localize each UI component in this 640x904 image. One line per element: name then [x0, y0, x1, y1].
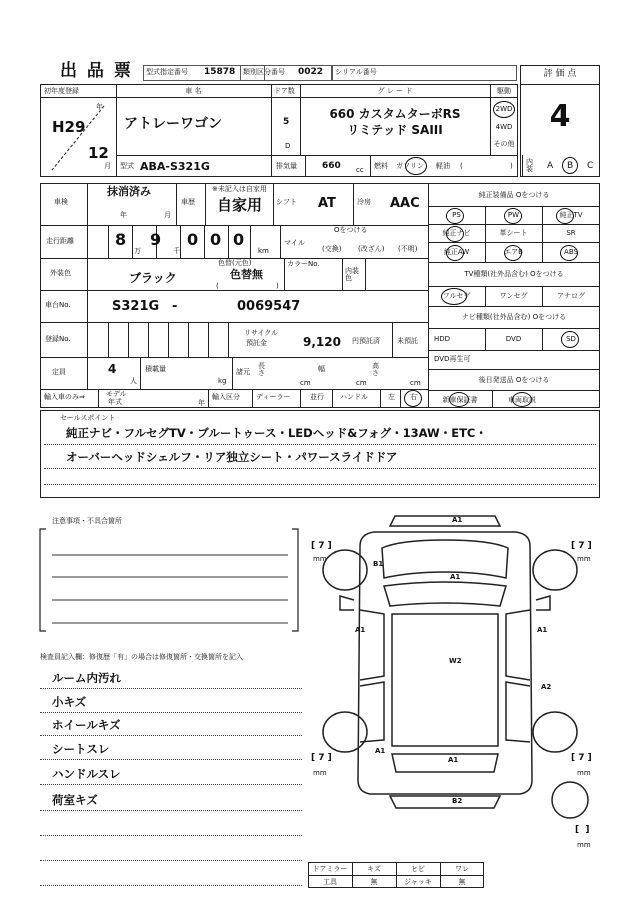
tread-rl: [ 7 ] — [311, 753, 332, 763]
paren-close: ) — [276, 282, 279, 290]
equip-abs-circle — [560, 245, 578, 261]
legend-cell: ドアミラー — [312, 865, 348, 873]
doors-label: ドア数 — [274, 87, 295, 95]
ac-value: AAC — [390, 196, 420, 211]
paren-open: ( — [216, 282, 219, 290]
code-right-front: A1 — [537, 626, 548, 634]
type-label: 型式 — [120, 162, 134, 170]
interior-label: 内装 — [526, 158, 533, 173]
fuel-gas: ガソリン — [396, 162, 424, 170]
equip-aw-circle — [446, 245, 464, 261]
score-value: 4 — [549, 99, 571, 134]
notes-label: 注意事項・不具合箇所 — [52, 517, 122, 525]
note-item: 荷室キズ — [52, 793, 98, 807]
dims-label: 諸元 — [236, 368, 250, 376]
code-rear-roof: A1 — [448, 756, 459, 764]
inspection-month: 月 — [164, 211, 171, 219]
dvd-playback: DVD再生可 — [434, 355, 471, 363]
later-warranty-circle — [449, 392, 469, 407]
legend-cell: キズ — [367, 865, 381, 873]
equip-airbag-circle — [504, 245, 522, 261]
cm-unit: cm — [300, 379, 311, 387]
drive-4wd: 4WD — [495, 123, 513, 131]
note-item: シートスレ — [52, 742, 110, 756]
navi-hdd: HDD — [434, 335, 451, 343]
class-code-label: 類別区分番号 — [243, 68, 285, 76]
exterior-color: ブラック — [129, 271, 177, 285]
int-b: B — [567, 161, 574, 171]
tread-fr-unit: mm — [577, 555, 591, 563]
selling-line2: オーバーヘッドシェルフ・リア独立シート・パワースライドドア — [66, 450, 398, 464]
width-label: 幅 — [318, 365, 325, 373]
grade-line2: リミテッド SAIII — [347, 123, 443, 137]
displacement: 660 — [322, 161, 341, 171]
tv-oneseg: ワンセグ — [499, 292, 528, 300]
model-code-label: 型式指定番号 — [146, 68, 188, 76]
navi-dvd: DVD — [505, 335, 522, 343]
month-suffix: 月 — [104, 162, 111, 170]
handle-label: ハンドル — [340, 393, 368, 401]
dealer-label: ディーラー — [256, 393, 291, 401]
mile-label: マイル — [284, 239, 305, 247]
cm-unit: cm — [410, 379, 421, 387]
handle-right: 右 — [410, 393, 417, 401]
recycle-label1: リサイクル — [244, 329, 279, 337]
reg-month: 12 — [88, 144, 109, 162]
inspection-label: 車検 — [54, 198, 68, 206]
code-front: A1 — [452, 516, 463, 524]
code-center: W2 — [449, 657, 462, 665]
legend-cell: 無 — [370, 878, 378, 886]
code-right-rear: A2 — [541, 683, 552, 691]
mileage-digit: 0 — [210, 230, 222, 249]
odo-exchange: (交換) — [322, 245, 342, 253]
navi-sd: SD — [566, 335, 576, 343]
inspector-label: 検査員記入欄：修復歴「有」の場合は修復箇所・交換箇所を記入 — [40, 653, 243, 661]
note-item: 小キズ — [52, 695, 87, 709]
tv-header: TV種類(社外品含む) Oをつける — [464, 270, 564, 278]
tread-rr: [ 7 ] — [571, 753, 592, 763]
model-year-suffix: 年 — [198, 399, 205, 407]
navi-sd-circle — [561, 331, 579, 348]
grade-label: グ レ ー ド — [377, 87, 413, 95]
drive-2wd: 2WD — [495, 105, 513, 113]
model-code-value: 15878 — [204, 67, 236, 77]
import-class-label: 輸入区分 — [212, 393, 240, 401]
reg-no-label: 登録No. — [45, 335, 71, 343]
car-diagram — [300, 510, 610, 820]
later-header: 後日発送品 Oをつける — [478, 376, 550, 384]
chassis-dash: - — [172, 299, 178, 314]
mileage-digit: 0 — [233, 230, 245, 249]
displacement-label: 排気量 — [276, 162, 297, 170]
parallel-label: 並行 — [310, 393, 324, 401]
grade-line1: 660 カスタムターボRS — [329, 107, 461, 121]
mileage-digit: 0 — [187, 230, 199, 249]
legend-cell: 無 — [458, 878, 466, 886]
equip-ps-circle — [446, 208, 464, 224]
mileage-digit: 9 — [150, 230, 162, 249]
legend-cell: ヒビ — [411, 865, 425, 873]
recycle-paid: 円預託済 — [352, 337, 380, 345]
int-b-circle — [562, 157, 578, 174]
equip-airbag: エアB — [504, 248, 523, 256]
height-label: 高さ — [372, 362, 379, 377]
drive-label: 駆動 — [497, 87, 511, 95]
tread-fl: [ 7 ] — [311, 541, 332, 551]
year-slash — [46, 100, 112, 174]
mileage-sen: 千 — [173, 247, 180, 255]
code-hood: A1 — [450, 573, 461, 581]
equip-tv: 純正TV — [559, 211, 583, 219]
color-no-label: カラーNo. — [287, 260, 320, 268]
mileage-digit: 8 — [115, 230, 127, 249]
later-manual: 車両取説 — [508, 396, 536, 404]
tread-spare: [ ] — [575, 825, 590, 835]
drive-2wd-circle — [493, 101, 515, 118]
exterior-label: 外装色 — [50, 269, 71, 277]
notes-bracket — [38, 525, 300, 635]
tv-fullseg-circle — [441, 288, 467, 305]
kg-unit: kg — [218, 377, 227, 385]
equip-navi-circle — [446, 226, 464, 242]
fuel-gas-circle — [405, 157, 427, 175]
odo-note: Oをつける — [334, 226, 368, 234]
chassis-prefix: S321G — [112, 299, 160, 314]
handle-right-circle — [404, 390, 422, 407]
history-value: 自家用 — [217, 196, 263, 214]
person-unit: 人 — [130, 377, 137, 385]
class-code-value: 0022 — [298, 67, 324, 77]
equip-aw: 純正AW — [443, 248, 470, 256]
fuel-diesel: 軽油 — [436, 162, 450, 170]
capacity: 4 — [108, 362, 117, 376]
doors-value: 5 — [283, 117, 290, 127]
genuine-header: 純正装備品 Oをつける — [478, 191, 550, 199]
equip-pw: PW — [507, 211, 520, 219]
ac-label: 冷房 — [357, 198, 371, 206]
history-label: 車歴 — [181, 198, 195, 206]
legend-cell: ジャッキ — [404, 878, 432, 886]
import-label: 輸入車のみ⇒ — [44, 393, 85, 401]
chassis-label: 車台No. — [45, 301, 71, 309]
code-left-front: A1 — [355, 626, 366, 634]
inspection-year: 年 — [120, 211, 127, 219]
note-item: ホイールキズ — [52, 718, 121, 732]
mileage-label: 走行距離 — [46, 237, 74, 245]
history-note: ※未記入は自家用 — [212, 185, 267, 193]
shift-label: シフト — [276, 198, 297, 206]
tread-fr: [ 7 ] — [571, 541, 592, 551]
load-label: 積載量 — [145, 365, 166, 373]
door-d: D — [285, 142, 291, 150]
selling-label: セールスポイント — [60, 414, 116, 422]
later-manual-circle — [512, 392, 532, 407]
interior-color-label: 内装色 — [345, 267, 359, 282]
chassis-number: 0069547 — [237, 299, 301, 314]
model-type: ABA-S321G — [140, 160, 210, 173]
code-rear-left: A1 — [375, 747, 386, 755]
reg-era-year: H29 — [52, 118, 86, 136]
sheet-title: 出 品 票 — [60, 61, 133, 81]
legend-cell: ワレ — [455, 865, 469, 873]
drive-other: その他 — [493, 140, 515, 148]
mileage-km: km — [258, 247, 269, 255]
equip-pw-circle — [504, 208, 522, 224]
equip-abs: ABS — [564, 248, 578, 256]
code-rear-bumper: B2 — [452, 797, 463, 805]
cm-unit: cm — [356, 379, 367, 387]
length-label: 長さ — [258, 362, 265, 377]
tv-analog: アナログ — [557, 292, 585, 300]
recycle-label2: 預託金 — [246, 339, 267, 347]
car-name-label: 車 名 — [185, 87, 202, 95]
model-year-label1: モデル — [106, 390, 127, 398]
score-label: 評 価 点 — [543, 69, 577, 79]
car-name: アトレーワゴン — [124, 116, 222, 132]
navi-header: ナビ種類(社外品含む) Oをつける — [461, 313, 567, 321]
tread-fl-unit: mm — [313, 555, 327, 563]
legend-cell: 工具 — [323, 878, 337, 886]
color-original-label: 色替(元色) — [218, 259, 252, 267]
tv-fullseg: フルセグ — [442, 292, 471, 300]
mileage-man: 万 — [134, 247, 141, 255]
code-b1: B1 — [373, 560, 384, 568]
fuel-label: 燃料 — [374, 162, 388, 170]
equip-sr: SR — [566, 229, 576, 237]
tread-spare-unit: mm — [577, 841, 591, 849]
equip-ps: PS — [452, 211, 461, 219]
odo-modified: (改ざん) — [358, 245, 385, 253]
equip-tv-circle — [556, 208, 574, 224]
int-a: A — [547, 161, 554, 171]
color-change: 色替無 — [230, 268, 263, 281]
year-suffix: 年 — [96, 103, 103, 111]
serial-label: シリアル番号 — [335, 68, 377, 76]
later-warranty: 新車保証書 — [442, 396, 478, 404]
tread-rr-unit: mm — [577, 769, 591, 777]
equip-navi: 純正ナビ — [442, 229, 471, 237]
int-c: C — [587, 161, 594, 171]
capacity-label: 定員 — [52, 368, 66, 376]
model-year-label2: 年式 — [108, 398, 122, 406]
cc-unit: cc — [356, 166, 364, 174]
inspection-value: 抹消済み — [107, 185, 151, 198]
tread-rl-unit: mm — [313, 769, 327, 777]
equip-leather: 革シート — [499, 229, 528, 237]
first-reg-label: 初年度登録 — [44, 87, 79, 95]
recycle-unpaid: 未預託 — [397, 337, 418, 345]
odo-unknown: (不明) — [398, 245, 418, 253]
handle-left: 左 — [388, 393, 395, 401]
shift-value: AT — [318, 196, 336, 211]
note-item: ハンドルスレ — [52, 767, 121, 781]
note-item: ルーム内汚れ — [52, 671, 121, 685]
recycle-amount: 9,120 — [303, 335, 341, 349]
selling-line1: 純正ナビ・フルセグTV・ブルートゥース・LEDヘッド&フォグ・13AW・ETC・ — [66, 426, 487, 440]
